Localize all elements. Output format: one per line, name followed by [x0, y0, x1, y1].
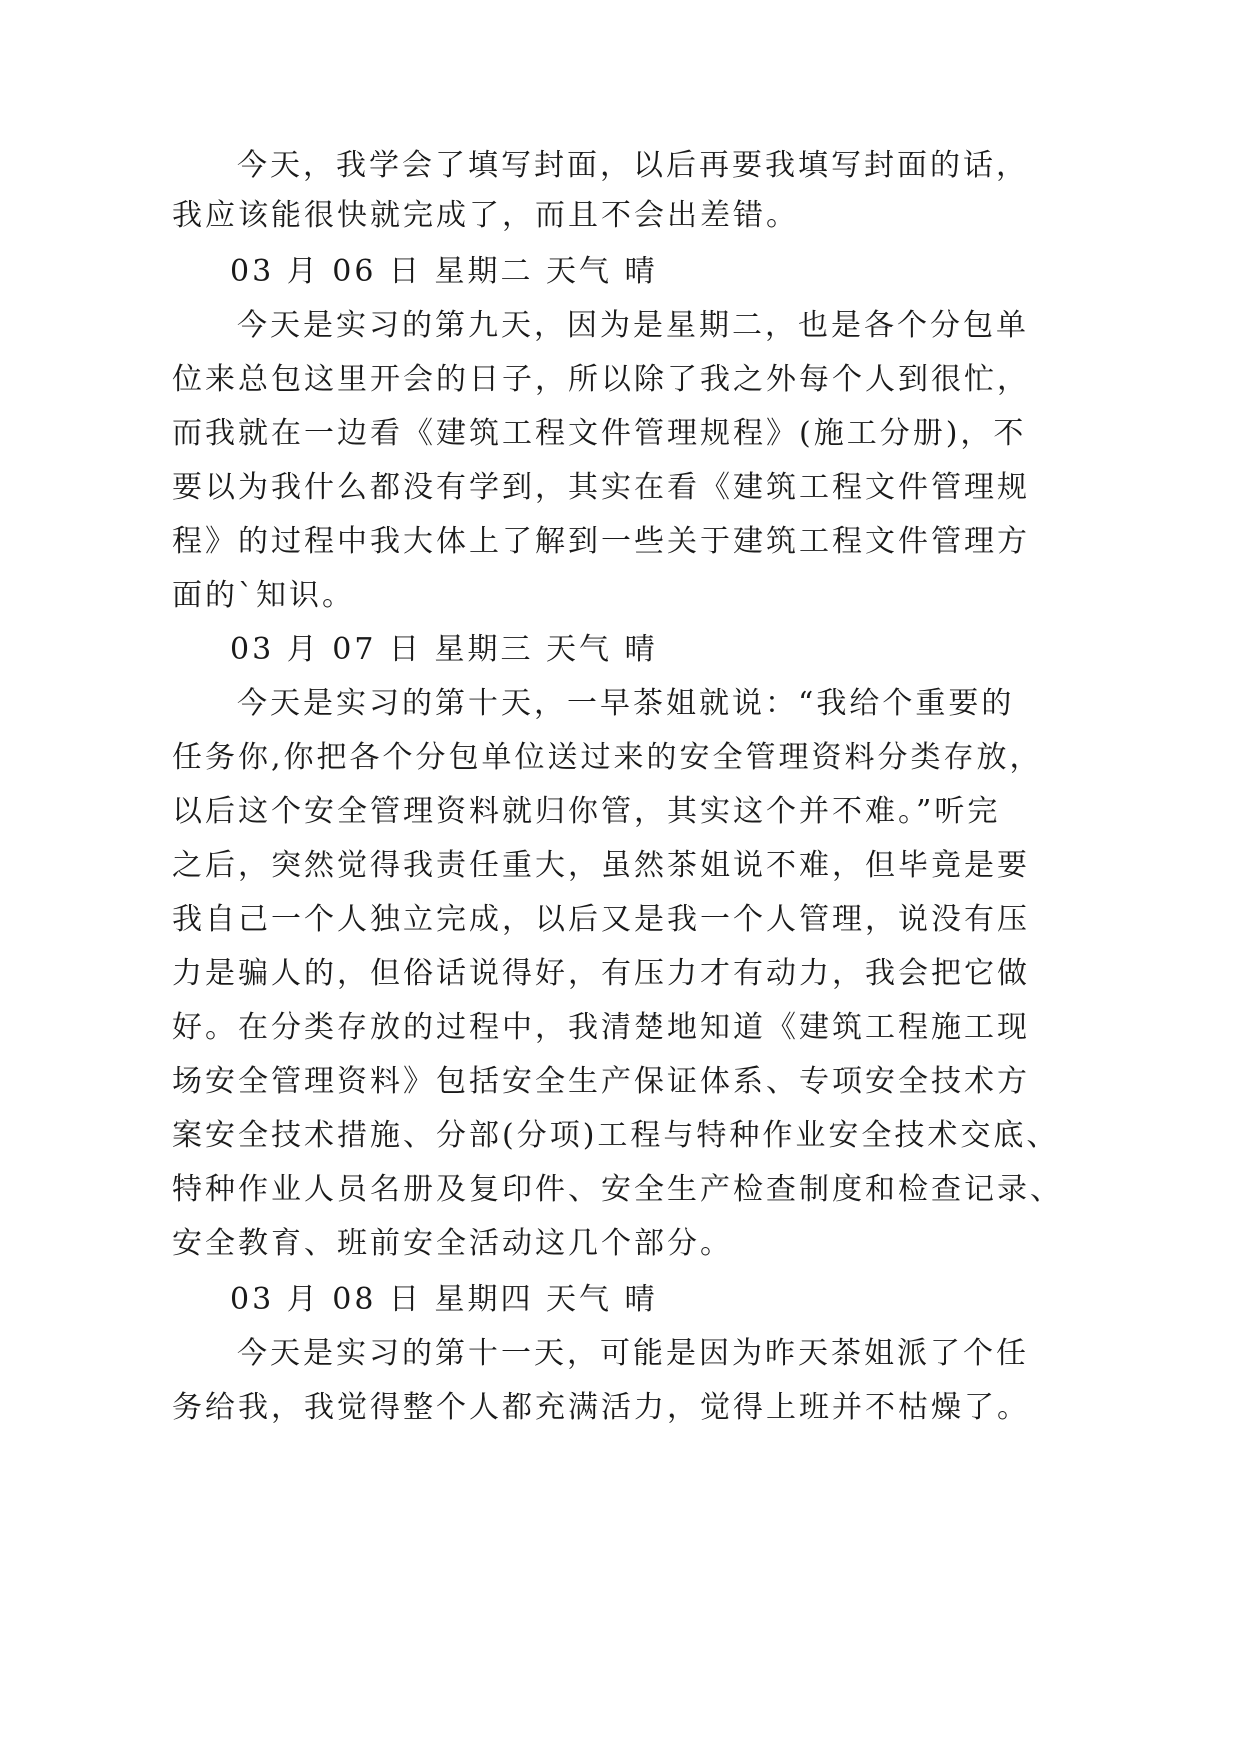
- text-line: 要以为我什么都没有学到，其实在看《建筑工程文件管理规: [172, 470, 1030, 505]
- text-line: 以后这个安全管理资料就归你管，其实这个并不难。”听完: [172, 794, 1001, 829]
- text-line: 之后，突然觉得我责任重大，虽然茶姐说不难，但毕竟是要: [172, 848, 1030, 883]
- text-line: 我自己一个人独立完成，以后又是我一个人管理，说没有压: [172, 902, 1030, 937]
- text-line: 好。在分类存放的过程中，我清楚地知道《建筑工程施工现: [172, 1010, 1030, 1045]
- text-line: 任务你,你把各个分包单位送过来的安全管理资料分类存放，: [172, 740, 1043, 775]
- text-line: 位来总包这里开会的日子，所以除了我之外每个人到很忙，: [172, 362, 1030, 397]
- text-line: 场安全管理资料》包括安全生产保证体系、专项安全技术方: [172, 1064, 1030, 1099]
- date-heading: 03 月 07 日 星期三 天气 晴: [230, 632, 658, 667]
- date-heading: 03 月 08 日 星期四 天气 晴: [230, 1282, 658, 1317]
- text-line: 我应该能很快就完成了，而且不会出差错。: [172, 198, 799, 233]
- text-line: 务给我，我觉得整个人都充满活力，觉得上班并不枯燥了。: [172, 1390, 1030, 1425]
- date-heading: 03 月 06 日 星期二 天气 晴: [230, 254, 658, 289]
- text-line: 程》的过程中我大体上了解到一些关于建筑工程文件管理方: [172, 524, 1030, 559]
- text-line: 特种作业人员名册及复印件、安全生产检查制度和检查记录、: [172, 1172, 1063, 1207]
- text-line: 案安全技术措施、分部(分项)工程与特种作业安全技术交底、: [172, 1118, 1060, 1153]
- text-line: 面的`知识。: [172, 578, 355, 613]
- text-line: 而我就在一边看《建筑工程文件管理规程》(施工分册)，不: [172, 416, 1027, 451]
- text-line: 今天是实习的第九天，因为是星期二，也是各个分包单: [237, 308, 1029, 343]
- text-line: 力是骗人的，但俗话说得好，有压力才有动力，我会把它做: [172, 956, 1030, 991]
- text-line: 今天，我学会了填写封面，以后再要我填写封面的话，: [237, 148, 1029, 183]
- text-line: 今天是实习的第十一天，可能是因为昨天茶姐派了个任: [237, 1336, 1029, 1371]
- text-line: 今天是实习的第十天，一早茶姐就说：“我给个重要的: [237, 686, 1015, 721]
- text-line: 安全教育、班前安全活动这几个部分。: [172, 1226, 733, 1261]
